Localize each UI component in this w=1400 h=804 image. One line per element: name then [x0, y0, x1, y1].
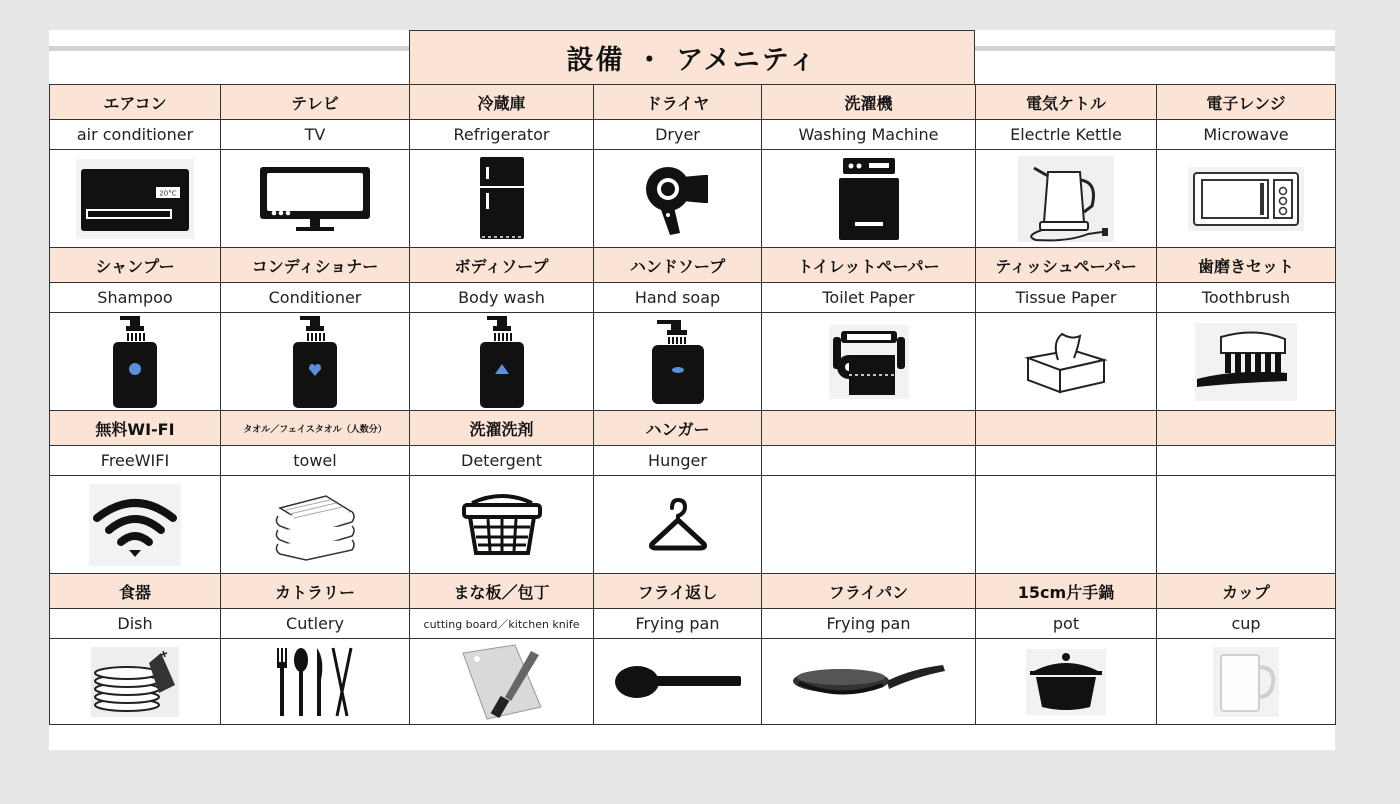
label-ja: ボディソープ — [410, 248, 594, 283]
pot-icon — [1026, 649, 1106, 715]
label-en: Hand soap — [594, 283, 762, 313]
label-en: Dish — [50, 609, 221, 639]
label-ja: 洗濯洗剤 — [410, 411, 594, 446]
label-en: Cutlery — [221, 609, 410, 639]
label-ja — [976, 411, 1157, 446]
label-en: Microwave — [1157, 120, 1336, 150]
label-en: Dryer — [594, 120, 762, 150]
label-ja — [762, 411, 976, 446]
table-row-icons — [50, 313, 1336, 411]
toilet-paper-icon — [829, 325, 909, 399]
label-en: Toothbrush — [1157, 283, 1336, 313]
label-ja: ハンドソープ — [594, 248, 762, 283]
amenities-sheet — [49, 30, 1335, 750]
label-ja: 洗濯機 — [762, 85, 976, 120]
label-en: Frying pan — [762, 609, 976, 639]
hanger-icon — [648, 496, 708, 554]
towel-stack-icon — [270, 488, 360, 562]
washing-machine-icon — [837, 156, 901, 242]
table-row-ja — [50, 248, 1336, 283]
label-ja: 冷蔵庫 — [410, 85, 594, 120]
label-ja: 電子レンジ — [1157, 85, 1336, 120]
label-en: Frying pan — [594, 609, 762, 639]
table-row-icons — [50, 476, 1336, 574]
hair-dryer-icon — [642, 163, 714, 235]
label-ja: まな板／包丁 — [410, 574, 594, 609]
label-en — [1157, 446, 1336, 476]
label-ja: シャンプー — [50, 248, 221, 283]
dish-stack-icon — [91, 647, 179, 717]
table-row-icons — [50, 639, 1336, 725]
label-en: Body wash — [410, 283, 594, 313]
label-en: Washing Machine — [762, 120, 976, 150]
label-ja: 食器 — [50, 574, 221, 609]
tv-icon — [256, 163, 374, 235]
label-ja: エアコン — [50, 85, 221, 120]
label-ja: トイレットペーパー — [762, 248, 976, 283]
label-ja: テレビ — [221, 85, 410, 120]
refrigerator-icon — [477, 155, 527, 243]
electric-kettle-icon — [1018, 156, 1114, 242]
label-ja: 15cm片手鍋 — [976, 574, 1157, 609]
label-en: Tissue Paper — [976, 283, 1157, 313]
label-ja: カップ — [1157, 574, 1336, 609]
label-en: Electrle Kettle — [976, 120, 1157, 150]
label-en: Conditioner — [221, 283, 410, 313]
label-ja: 電気ケトル — [976, 85, 1157, 120]
table-row-en — [50, 446, 1336, 476]
table-row-en — [50, 609, 1336, 639]
table-row-ja — [50, 85, 1336, 120]
table-row-en — [50, 283, 1336, 313]
wifi-icon — [89, 484, 181, 566]
label-ja: コンディショナー — [221, 248, 410, 283]
ac-display-text: 20°C — [159, 189, 177, 197]
label-ja: 歯磨きセット — [1157, 248, 1336, 283]
label-ja: フライ返し — [594, 574, 762, 609]
cutting-board-knife-icon — [461, 643, 543, 721]
page-title: 設備 ・ アメニティ — [409, 30, 975, 84]
label-ja: ドライヤ — [594, 85, 762, 120]
cutlery-icon — [273, 646, 357, 718]
laundry-basket-icon — [460, 493, 544, 557]
cup-icon — [1213, 647, 1279, 717]
body-wash-bottle-icon — [477, 314, 527, 410]
label-ja: ハンガー — [594, 411, 762, 446]
label-en: Hunger — [594, 446, 762, 476]
toothbrush-icon — [1195, 323, 1297, 401]
table-row-ja — [50, 574, 1336, 609]
tissue-box-icon — [1022, 330, 1110, 394]
label-ja: タオル／フェイスタオル（人数分） — [221, 411, 410, 446]
label-en: towel — [221, 446, 410, 476]
table-row-en — [50, 120, 1336, 150]
label-en: cutting board／kitchen knife — [410, 609, 594, 639]
spatula-icon — [613, 662, 743, 702]
header-rule-right — [975, 46, 1335, 51]
label-en: Shampoo — [50, 283, 221, 313]
shampoo-bottle-icon — [110, 314, 160, 410]
label-en: air conditioner — [50, 120, 221, 150]
label-en: Refrigerator — [410, 120, 594, 150]
label-en: cup — [1157, 609, 1336, 639]
label-ja: 無料WI-FI — [50, 411, 221, 446]
label-ja: フライパン — [762, 574, 976, 609]
air-conditioner-icon — [76, 159, 194, 239]
conditioner-bottle-icon — [290, 314, 340, 410]
header-rule-left — [49, 46, 409, 51]
label-ja — [1157, 411, 1336, 446]
label-en — [762, 446, 976, 476]
table-row-icons — [50, 150, 1336, 248]
table-row-ja — [50, 411, 1336, 446]
label-en — [976, 446, 1157, 476]
label-ja: ティッシュペーパー — [976, 248, 1157, 283]
microwave-icon — [1188, 167, 1304, 231]
amenities-table — [49, 84, 1336, 725]
hand-soap-bottle-icon — [649, 318, 707, 406]
label-en: FreeWIFI — [50, 446, 221, 476]
label-ja: カトラリー — [221, 574, 410, 609]
frying-pan-icon — [791, 661, 947, 703]
label-en: TV — [221, 120, 410, 150]
label-en: Toilet Paper — [762, 283, 976, 313]
label-en: Detergent — [410, 446, 594, 476]
label-en: pot — [976, 609, 1157, 639]
